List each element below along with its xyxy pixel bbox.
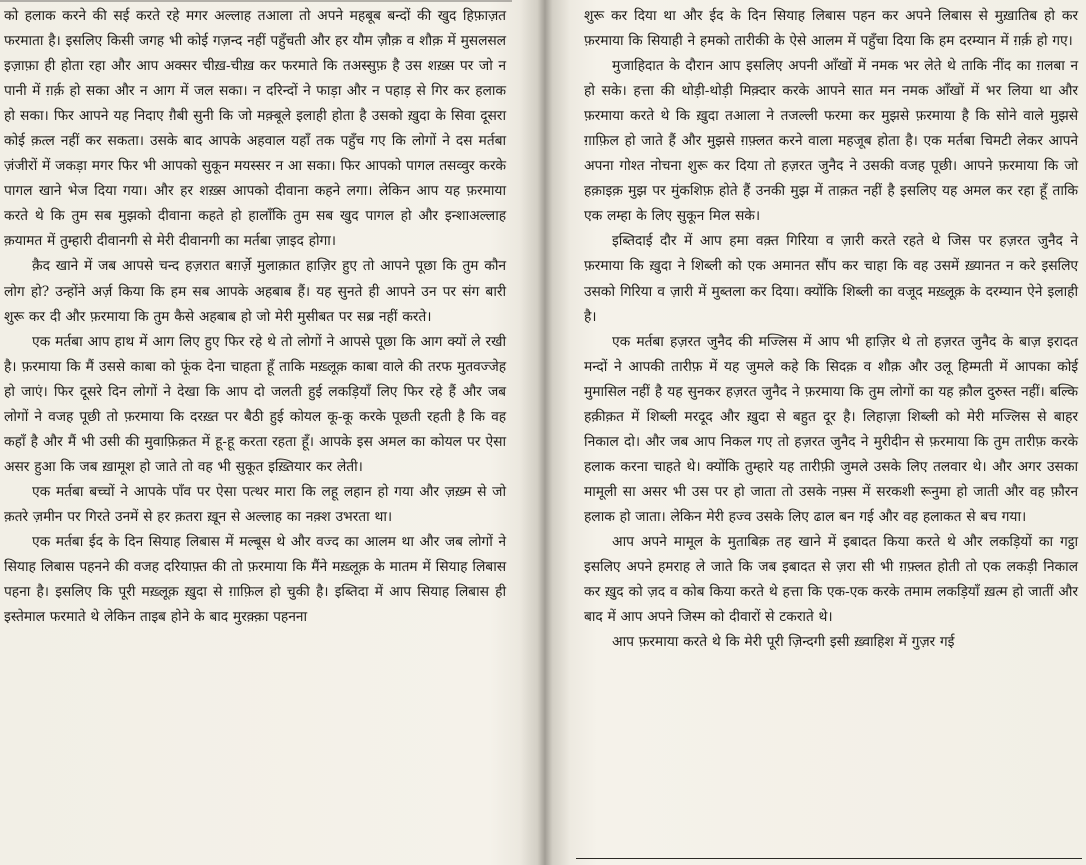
right-paragraph-2: मुजाहिदात के दौरान आप इसलिए अपनी आँखों में नमक भर लेते थे ताकि नींद का ग़लबा न हो सके। हत्ता की थोड़ी-थोड़ी मिक़्दार करके आपने सात मन नमक आँखों में भर लिया था और फ़रमाया करते थे कि ख़ुदा तआला ने तजल्ली फरमा कर मुझसे फ़रमाया है कि सोने वाले मुझसे ग़ाफ़िल हो जाते हैं और मुझसे ग़फ़्लत करने वाला महजूब होता है। एक मर्तबा चिमटी लेकर आपने अपना गोश्त नोचना शुरू कर दिया तो हज़रत जुनैद ने उसकी वजह पूछी। आपने फ़रमाया कि जो हक़ाइक़ मुझ पर मुंकशिफ़ होते हैं उनकी मुझ में ताक़त नहीं है इसलिए यह अमल कर रहा हूँ ताकि एक लम्हा के लिए सुकून मिल सके। xyxy=(584,58,1078,225)
right-paragraph-6: आप फ़रमाया करते थे कि मेरी पूरी ज़िन्दगी इसी ख़्वाहिश में गुज़र गई xyxy=(612,634,955,651)
book-gutter xyxy=(520,0,570,865)
right-paragraph-4: एक मर्तबा हज़रत जुनैद की मज्लिस में आप भी हाज़िर थे तो हज़रत जुनैद के बाज़ इरादत मन्दों ने आपकी तारीफ़ में यह जुमले कहे कि सिदक़ व शौक़ और उलू हिम्मती में आपका कोई मुमासिल नहीं है यह सुनकर हज़रत जुनैद ने फ़रमाया कि तुम लोगों का यह क़ौल दुरुस्त नहीं। बल्कि हक़ीक़त में शिब्ली मरदूद और ख़ुदा से बहुत दूर है। लिहाज़ा शिब्ली को मेरी मज्लिस से बाहर निकाल दो। और जब आप निकल गए तो हज़रत जुनैद ने मुरीदीन से फ़रमाया कि तुम तारीफ़ करके हलाक करना चाहते थे। क्योंकि तुम्हारे यह तारीफ़ी जुमले उसके लिए तलवार थे। और अगर उसका मामूली सा असर भी उस पर हो जाता तो उसके नफ़्स में सरकशी रूनुमा हो जाती और वह फ़ौरन हलाक हो जाता। लेकिन मेरी हज्व उसके लिए ढाल बन गई और वह हलाकत से बच गया। xyxy=(584,333,1078,525)
left-paragraph-3: एक मर्तबा आप हाथ में आग लिए हुए फिर रहे थे तो लोगों ने आपसे पूछा कि आग क्यों ले रखी है। फ़रमाया कि मैं उससे काबा को फूंक देना चाहता हूँ ताकि मख़्लूक़ काबा वाले की तरफ मुतवज्जेह हो जाएं। फिर दूसरे दिन लोगों ने देखा कि आप दो जलती हुई लकड़ियाँ लिए फिर रहे हैं और जब लोगों ने वजह पूछी तो फ़रमाया कि दरख़्त पर बैठी हुई कोयल कू-कू करके पूछती रहती है कि वह कहाँ है और मैं भी उसी की मुवाफ़िक़त में हू-हू करता रहता हूँ। आपके इस अमल का कोयल पर ऐसा असर हुआ कि जब ख़ामूश हो जाते तो वह भी सुकूत इख़्तियार कर लेती। xyxy=(4,333,506,475)
left-page xyxy=(0,4,512,864)
right-paragraph-5: आप अपने मामूल के मुताबिक़ तह खाने में इबादत किया करते थे और लकड़ियों का गट्ठा इसलिए अपने हमराह ले जाते कि जब इबादत से ज़रा सी भी ग़फ़्लत होती तो एक लकड़ी निकाल कर ख़ुद को ज़द व कोब किया करते थे हत्ता कि एक-एक करके तमाम लकड़ियाँ ख़त्म हो जातीं और बाद में आप अपने जिस्म को दीवारों से टकराते थे। xyxy=(584,533,1078,626)
left-paragraph-2: क़ैद खाने में जब आपसे चन्द हज़रात बग़र्ज़े मुलाक़ात हाज़िर हुए तो आपने पूछा कि तुम कौन लोग हो? उन्होंने अर्ज़ किया कि हम सब आपके अहबाब हैं। यह सुनते ही आपने उन पर संग बारी शुरू कर दी और फ़रमाया कि तुम कैसे अहबाब हो जो मेरी मुसीबत पर सब्र नहीं करते। xyxy=(4,258,506,325)
right-page xyxy=(576,4,1086,864)
left-paragraph-4: एक मर्तबा बच्चों ने आपके पाँव पर ऐसा पत्थर मारा कि लहू लहान हो गया और ज़ख़्म से जो क़तरे ज़मीन पर गिरते उनमें से हर क़तरा ख़ून से अल्लाह का नक़्श उभरता था। xyxy=(4,483,506,525)
left-paragraph-1: को हलाक करने की सई करते रहे मगर अल्लाह तआला तो अपने महबूब बन्दों की खुद हिफ़ाज़त फरमाता है। इसलिए किसी जगह भी कोई गज़न्द नहीं पहुँचती और हर यौम ज़ौक़ व शौक़ में मुसलसल इज़ाफ़ा ही होता रहा और आप अक्सर चीख़-चीख़ कर फरमाते कि तअस्सुफ़ है उस शख़्स पर जो न पानी में ग़र्क़ हो सका और न आग में जल सका। न दरिन्दों ने फाड़ा और न पहाड़ से गिर कर हलाक हो सका। फिर आपने यह निदाए ग़ैबी सुनी कि जो मक़्बूले इलाही होता है उसको ख़ुदा के सिवा दूसरा कोई क़त्ल नहीं कर सकता। उसके बाद आपके अहवाल यहाँ तक पहुँच गए कि लोगों ने दस मर्तबा ज़ंजीरों में जकड़ा मगर फिर भी आपको सुकून मयस्सर न आ सका। फिर आपको पागल तसव्वुर करके पागल खाने भेज दिया गया। और हर शख़्स आपको दीवाना कहने लगा। लेकिन आप यह फ़रमाया करते थे कि तुम सब मुझको दीवाना कहते हो हालाँकि तुम सब खुद पागल हो और इन्शाअल्लाह क़यामत में तुम्हारी दीवानगी से मेरी दीवानगी का मर्तबा ज़ाइद होगा। xyxy=(4,8,506,250)
top-edge-shadow xyxy=(0,0,512,2)
right-paragraph-1: शुरू कर दिया था और ईद के दिन सियाह लिबास पहन कर अपने लिबास से मुख़ातिब हो कर फ़रमाया कि सियाही ने हमको तारीकी के ऐसे आलम में पहुँचा दिया कि हम दरम्यान में ग़र्क़ हो गए। xyxy=(584,8,1078,50)
left-paragraph-5: एक मर्तबा ईद के दिन सियाह लिबास में मल्बूस थे और वज्द का आलम था और जब लोगों ने सियाह लिबास पहनने की वजह दरियाफ़्त की तो फ़रमाया कि मैंने मख़्लूक़ के मातम में सियाह लिबास पहना है। इसलिए कि पूरी मख़्लूक़ ख़ुदा से ग़ाफ़िल हो चुकी है। इब्तिदा में आप सियाह लिबास ही इस्तेमाल फरमाते थे लेकिन ताइब होने के बाद मुरक़्क़ा पहनना xyxy=(4,533,506,626)
bottom-rule xyxy=(576,858,1082,859)
right-paragraph-3: इब्तिदाई दौर में आप हमा वक़्त गिरिया व ज़ारी करते रहते थे जिस पर हज़रत जुनैद ने फ़रमाया कि ख़ुदा ने शिब्ली को एक अमानत सौंप कर चाहा कि वह उसमें ख़्यानत न करे इसलिए उसको गिरिया व ज़ारी में मुब्तला कर दिया। क्योंकि शिब्ली का वजूद मख़्लूक़ के दरम्यान ऐने इलाही है। xyxy=(584,233,1078,325)
